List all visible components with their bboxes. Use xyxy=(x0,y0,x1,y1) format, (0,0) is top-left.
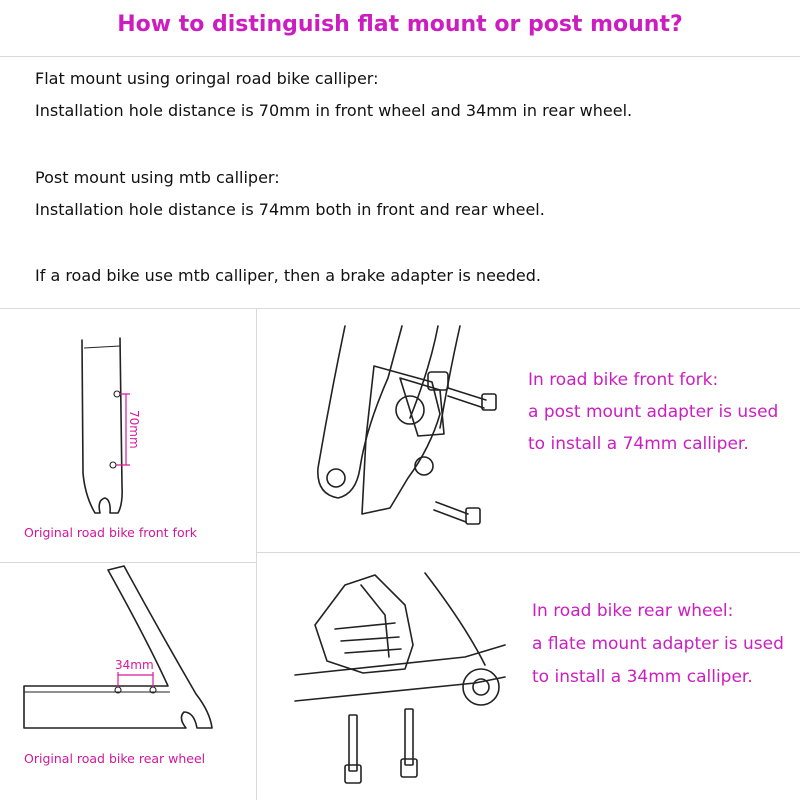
front-adapter-note-line-3: to install a 74mm calliper. xyxy=(528,434,749,454)
front-adapter-note-line-2: a post mount adapter is used xyxy=(528,402,779,422)
front-adapter-note-line-1: In road bike front fork: xyxy=(528,370,719,390)
post-mount-detail: Installation hole distance is 74mm both in front and rear wheel. xyxy=(35,200,545,219)
rear-wheel-dimension: 34mm xyxy=(115,658,154,672)
front-adapter-illustration xyxy=(290,318,520,533)
rear-adapter-note-line-2: a flate mount adapter is used xyxy=(532,634,784,654)
flat-mount-detail: Installation hole distance is 70mm in front wheel and 34mm in rear wheel. xyxy=(35,101,633,120)
vertical-divider xyxy=(256,308,257,800)
front-fork-dimension: 70mm xyxy=(127,410,141,449)
post-mount-heading: Post mount using mtb calliper: xyxy=(35,168,280,187)
front-fork-caption: Original road bike front fork xyxy=(24,525,197,540)
right-horizontal-divider xyxy=(256,552,800,553)
rear-adapter-note-line-1: In road bike rear wheel: xyxy=(532,601,734,621)
flat-mount-heading: Flat mount using oringal road bike calliper: xyxy=(35,69,379,88)
adapter-note: If a road bike use mtb calliper, then a brake adapter is needed. xyxy=(35,266,541,285)
rear-adapter-note-line-3: to install a 34mm calliper. xyxy=(532,667,753,687)
page-title: How to distinguish flat mount or post mount? xyxy=(117,12,683,37)
rear-wheel-caption: Original road bike rear wheel xyxy=(24,751,206,766)
top-divider xyxy=(0,56,800,57)
rear-adapter-illustration xyxy=(275,565,515,795)
